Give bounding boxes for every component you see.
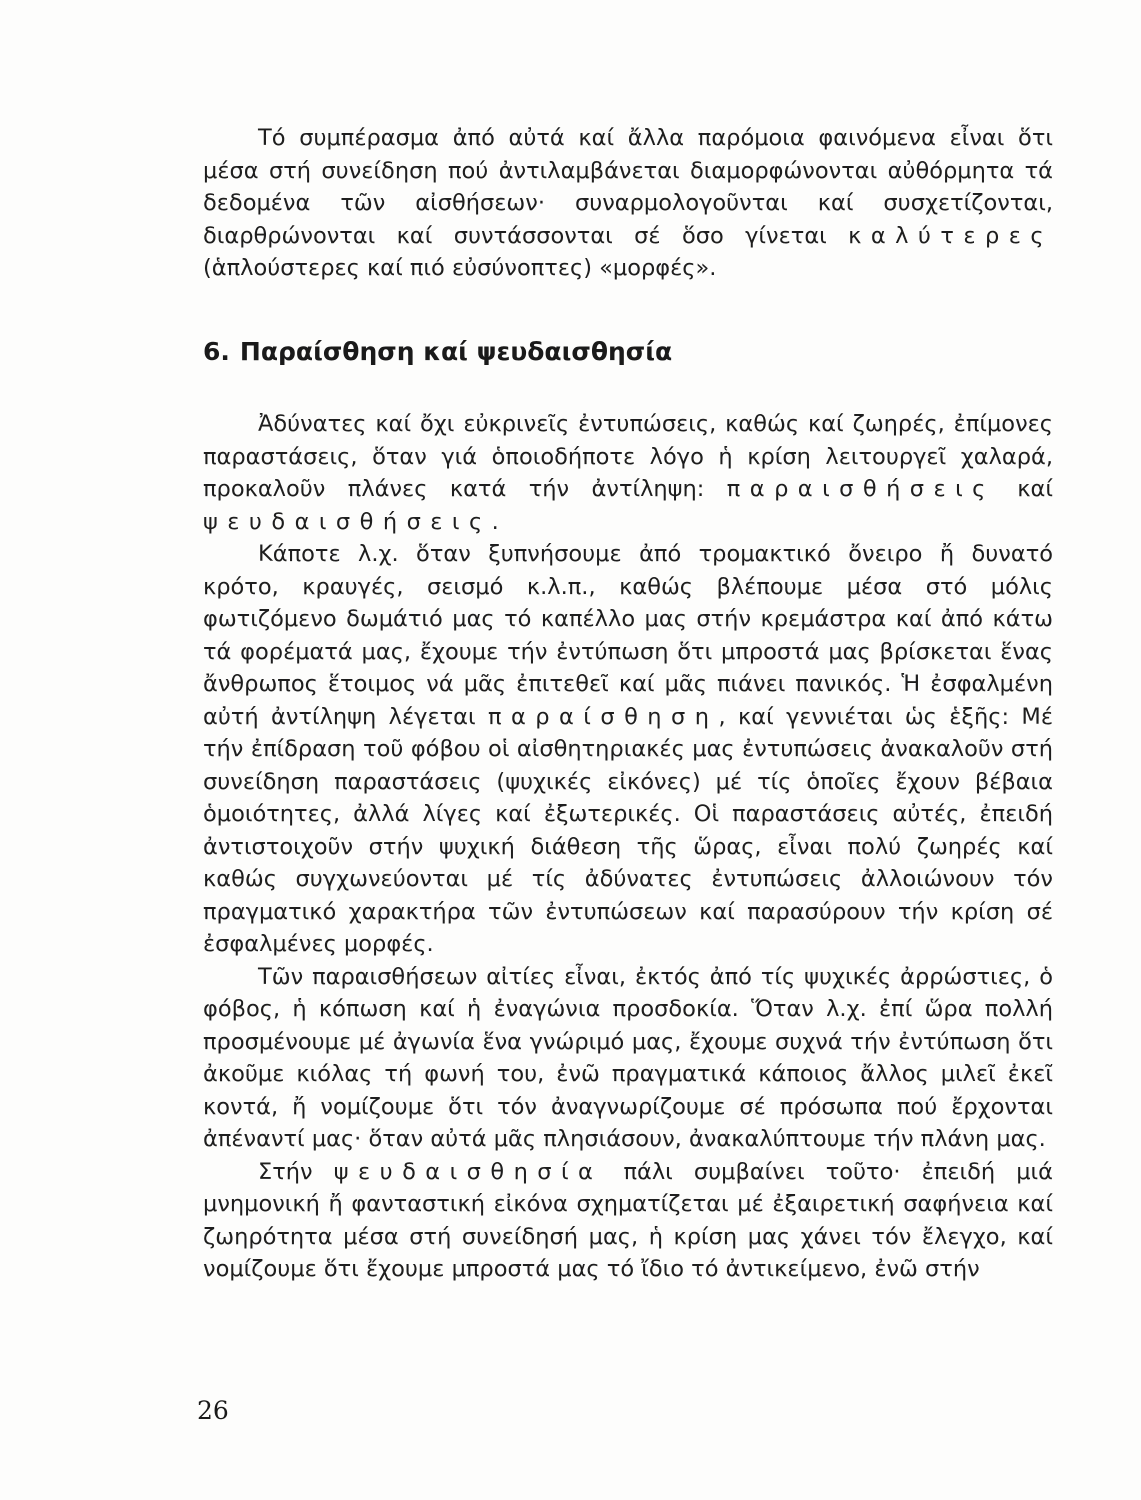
- page-number: 26: [197, 1396, 229, 1425]
- intro-paragraph: [203, 122, 1053, 285]
- paragraph-2: Κάποτε λ.χ. ὅταν ξυπνήσουμε ἀπό τρομακτικό ὄνειρο ἤ δυνατό κρότο, κραυγές, σεισμό κ.λ.π., καθώς βλέπουμε μέσα στό μόλις φωτιζόμενο δωμάτιό μας τό καπέλλο μας στήν κρεμάστρα καί ἀπό κάτω τά φορέματά μας, ἔχουμε τήν ἐντύπωση ὅτι μπροστά μας βρίσκεται ἕνας ἄνθρωπος ἕτοιμος νά μᾶς ἐπιτεθεῖ καί μᾶς πιάνει πανικός. Ἡ ἐσφαλμένη αὐτή ἀντίληψη λέγεται παραίσθηση, καί γεννιέται ὡς ἑξῆς: Μέ τήν ἐπίδραση τοῦ φόβου οἱ αἰσθητηριακές μας ἐντυπώσεις ἀνακαλοῦν στή συνείδηση παραστάσεις (ψυχικές εἰκόνες) μέ τίς ὁποῖες ἔχουν βέβαια ὁμοιότητες, ἀλλά λίγες καί ἐξωτερικές. Οἱ παραστάσεις αὐτές, ἐπειδή ἀντιστοιχοῦν στήν ψυχική διάθεση τῆς ὥρας, εἶναι πολύ ζωηρές καί καθώς συγχωνεύονται μέ τίς ἀδύνατες ἐντυπώσεις ἀλλοιώνουν τόν πραγματικό χαρακτήρα τῶν ἐντυπώσεων καί παρασύρουν τήν κρίση σέ ἐσφαλμένες μορφές.: [203, 541, 1053, 957]
- paragraph-4: Στήν ψευδαισθησία πάλι συμβαίνει τοῦτο· ἐπειδή μιά μνημονική ἤ φανταστική εἰκόνα σχηματίζεται μέ ἐξαιρετική σαφήνεια καί ζωηρότητα μέσα στή συνείδησή μας, ἡ κρίση μας χάνει τόν ἔλεγχο, καί νομίζουμε ὅτι ἔχουμε μπροστά μας τό ἴδιο τό ἀντικείμενο, ἐνῶ στήν: [203, 1158, 1053, 1282]
- term-hallucination: ψευδαισθησία: [333, 1158, 603, 1185]
- term-illusions: παραισθήσεις: [726, 476, 995, 502]
- paragraph-3: Τῶν παραισθήσεων αἰτίες εἶναι, ἐκτός ἀπό τίς ψυχικές ἀρρώστιες, ὁ φόβος, ἡ κόπωση καί ἡ ἐναγώνια προσδοκία. Ὅταν λ.χ. ἐπί ὥρα πολλή προσμένουμε μέ ἀγωνία ἕνα γνώριμό μας, ἔχουμε συχνά τήν ἐντύπωση ὅτι ἀκοῦμε κιόλας τή φωνή του, ἐνῶ πραγματικά κάποιος ἄλλος μιλεῖ ἐκεῖ κοντά, ἤ νομίζουμε ὅτι τόν ἀναγνωρίζουμε σέ πρόσωπα πού ἔρχονται ἀπέναντί μας· ὅταν αὐτά μᾶς πλησιάσουν, ἀνακαλύπτουμε τήν πλάνη μας.: [203, 963, 1053, 1152]
- section-body: [203, 408, 1053, 1286]
- section-number: 6.: [203, 337, 230, 366]
- section-title: Παραίσθηση καί ψευδαισθησία: [239, 337, 673, 366]
- section-heading: [203, 337, 672, 366]
- paragraph-1: Ἀδύνατες καί ὄχι εὐκρινεῖς ἐντυπώσεις, καθώς καί ζωηρές, ἐπίμονες παραστάσεις, ὅταν γιά ὁποιοδήποτε λόγο ἡ κρίση λειτουργεῖ χαλαρά, προκαλοῦν πλάνες κατά τήν ἀντίληψη: παραισθήσεις καί ψευδαισθήσεις.: [203, 411, 1053, 535]
- term-hallucinations: ψευδαισθήσεις: [203, 508, 492, 535]
- conclusion-paragraph: Τό συμπέρασμα ἀπό αὐτά καί ἄλλα παρόμοια φαινόμενα εἶναι ὅτι μέσα στή συνείδηση πού ἀντιλαμβάνεται διαμορφώνονται αὐθόρμητα τά δεδομένα τῶν αἰσθήσεων· συναρμολογοῦνται καί συσχετίζονται, διαρθρώνονται καί συντάσσονται σέ ὅσο γίνεται καλύτερες (ἁπλούστερες καί πιό εὐσύνοπτες) «μορφές».: [203, 125, 1053, 281]
- emphasis-better: καλύτερες: [848, 222, 1053, 249]
- term-illusion: παραίσθηση: [488, 703, 719, 730]
